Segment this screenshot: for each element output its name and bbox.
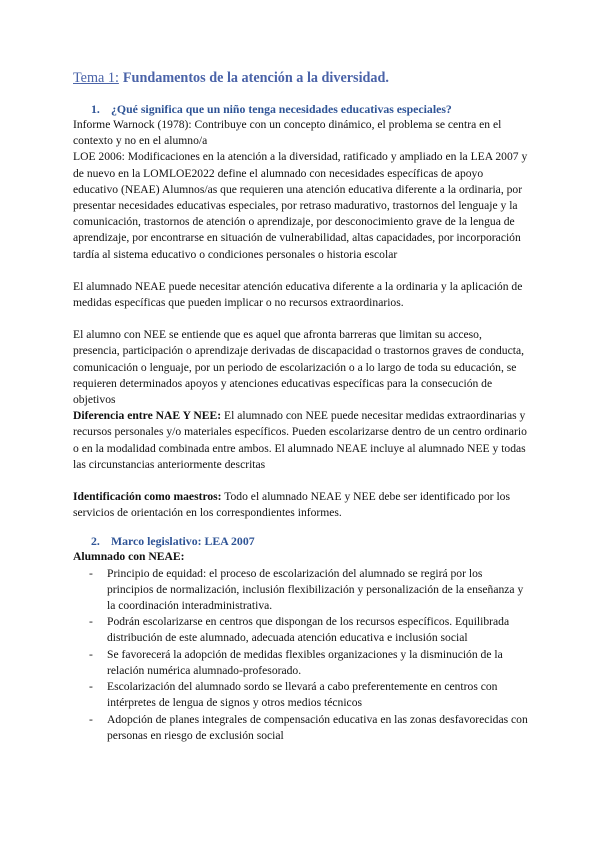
- list-item: [73, 679, 528, 711]
- identification-text: Todo el alumnado NEAE y NEE debe ser identificado por los servicios de orientación en los correspondientes informes.: [73, 490, 510, 520]
- section-2-heading: [73, 533, 528, 549]
- list-item-text: Escolarización del alumnado sordo se llevará a cabo preferentemente en centros con intérpretes de lengua de signos y otros medios técnicos: [107, 680, 498, 710]
- spacer: [73, 521, 528, 533]
- section-2-title: Marco legislativo: LEA 2007: [111, 534, 255, 549]
- title-text: Fundamentos de la atención a la diversidad.: [122, 70, 389, 86]
- section-1-heading: [73, 101, 528, 117]
- section-1-number: 1.: [91, 102, 100, 116]
- section-2-number: 2.: [91, 534, 100, 549]
- spacer: [73, 311, 528, 327]
- list-item-text: Adopción de planes integrales de compensación educativa en las zonas desfavorecidas con personas en riesgo de exclusión social: [107, 712, 528, 742]
- paragraph-nee: El alumno con NEE se entiende que es aquel que afronta barreras que limitan su acceso, presencia, participación o aprendizaje derivadas de discapacidad o trastornos graves de conducta, comunicación o lenguaje, por un periodo de escolarización o a lo largo de toda su educación, se requieren determinados apoyos y atenciones educativas específicas para la consecución de objetivos: [73, 328, 524, 407]
- difference-text: El alumnado con NEE puede necesitar medidas extraordinarias y recursos personales y/o materiales específicos. Pueden escolarizarse dentro de un centro ordinario o en la modalidad combinada entre ambos. El alumnado NEAE incluye al alumnado NEE y todas las circunstancias anteriormente descritas: [73, 409, 527, 471]
- dash-bullet: -: [89, 615, 93, 629]
- dash-bullet: -: [89, 712, 93, 726]
- list-item: [73, 712, 528, 744]
- subheading-neae: [73, 549, 528, 565]
- paragraph-loe: LOE 2006: Modificaciones en la atención a la diversidad, ratificado y ampliado en la LEA 2007 y de nuevo en la LOMLOE2022 define el alumnado con necesidades específicas de apoyo educativo (NEAE) Alumnos/as que requieren una atención educativa diferente a la ordinaria, por presentar necesidades educativas especiales, por retraso madurativo, trastornos del lenguaje y la comunicación, trastornos de atención o aprendizaje, por desconocimiento grave de la lengua de aprendizaje, por encontrarse en situación de vulnerabilidad, altas capacidades, por incorporación tardía al sistema educativo o condiciones personales o historia escolar: [73, 150, 528, 261]
- list-item-text: Principio de equidad: el proceso de escolarización del alumnado se regirá por los principios de normalización, inclusión flexibilización y personalización de la enseñanza y la coordinación interadministrativa.: [107, 566, 524, 613]
- list-item: [73, 614, 528, 646]
- list-item-text: Se favorecerá la adopción de medidas flexibles organizaciones y la disminución de la relación numérica alumnado-profesorado.: [107, 647, 503, 677]
- spacer: [73, 263, 528, 279]
- difference-label: Diferencia entre NAE Y NEE:: [73, 409, 222, 423]
- spacer: [73, 473, 528, 489]
- dash-bullet: -: [89, 647, 93, 661]
- dash-bullet: -: [89, 566, 93, 580]
- subheading-neae-label: Alumnado con NEAE:: [73, 550, 185, 564]
- paragraph-identification: [73, 489, 528, 521]
- neae-list: [73, 566, 528, 744]
- title-label: Tema 1:: [73, 70, 119, 86]
- paragraph-difference: [73, 408, 528, 473]
- paragraph-neae: El alumnado NEAE puede necesitar atención educativa diferente a la ordinaria y la aplicación de medidas específicas que pueden implicar o no recursos extraordinarios.: [73, 279, 523, 310]
- paragraph-warnock: Informe Warnock (1978): Contribuye con un concepto dinámico, el problema se centra en el contexto y no en el alumno/a: [73, 118, 502, 148]
- dash-bullet: -: [89, 680, 93, 694]
- list-item: [73, 647, 528, 679]
- list-item: [73, 566, 528, 615]
- identification-label: Identificación como maestros:: [73, 490, 222, 504]
- document-title: [73, 70, 528, 87]
- document-page: [73, 70, 528, 744]
- section-1-title: ¿Qué significa que un niño tenga necesidades educativas especiales?: [111, 102, 452, 116]
- list-item-text: Podrán escolarizarse en centros que dispongan de los recursos específicos. Equilibrada distribución de este alumnado, adecuada atención educativa e inclusión social: [107, 615, 510, 645]
